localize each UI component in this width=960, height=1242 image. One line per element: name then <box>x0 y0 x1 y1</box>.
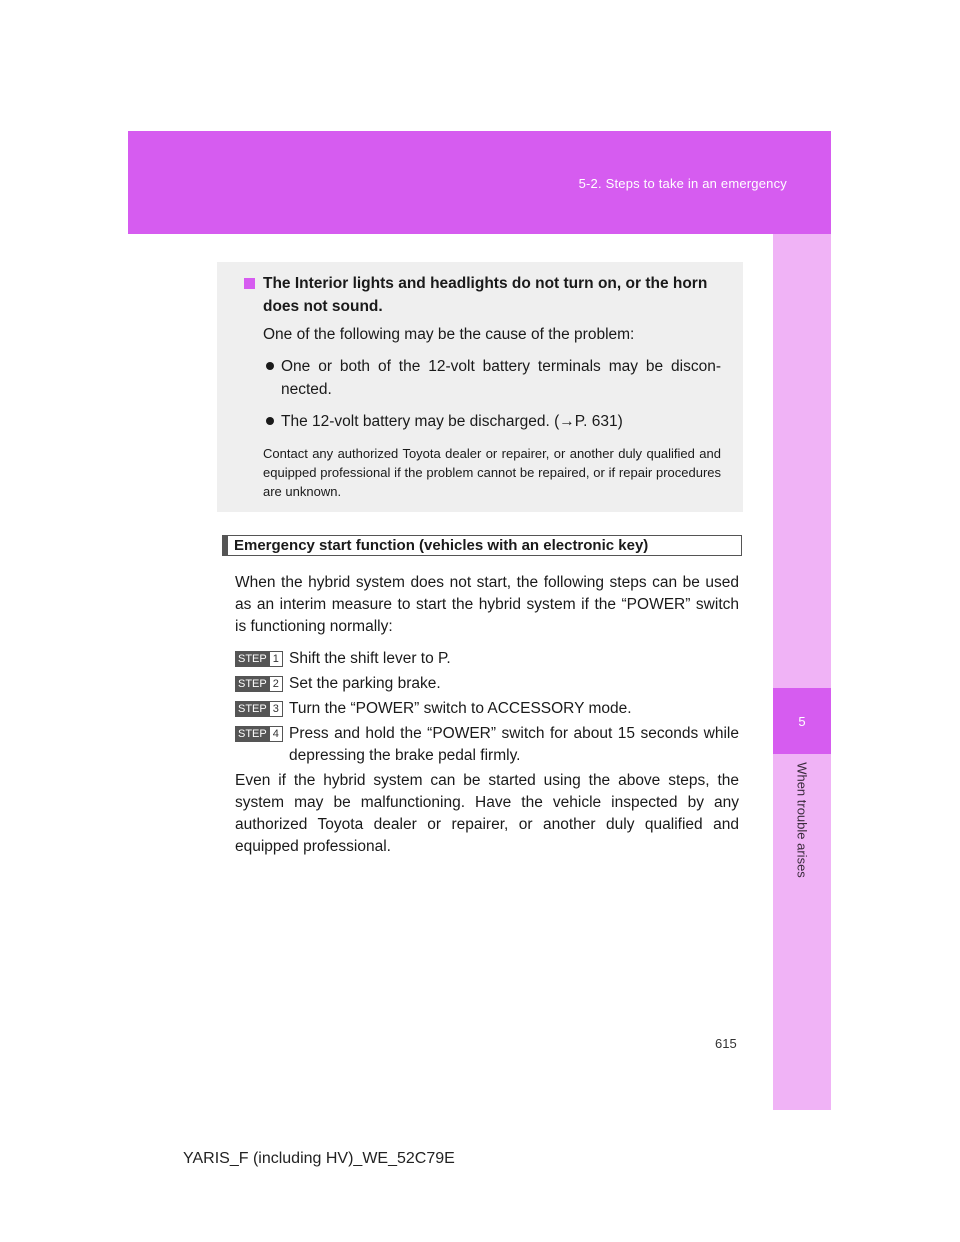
section-heading: Emergency start function (vehicles with an electronic key) <box>222 535 742 556</box>
footer-doc-id: YARIS_F (including HV)_WE_52C79E <box>183 1150 455 1167</box>
info-title: The Interior lights and headlights do not turn on, or the horn does not sound. <box>263 275 708 315</box>
step-badge <box>235 651 285 667</box>
bullet-item <box>281 410 721 433</box>
bullet-dot-icon <box>266 417 274 425</box>
step-badge <box>235 701 285 717</box>
bullet-dot-icon <box>266 362 274 370</box>
bullet-text: One or both of the 12-volt battery terminals may be discon- nected. <box>281 358 721 398</box>
step-text: Set the parking brake. <box>289 675 441 692</box>
info-title-row <box>244 272 721 318</box>
intro-paragraph: When the hybrid system does not start, the following steps can be used as an interim measure to start the hybrid system if the “POWER” switch is functioning normally: <box>235 574 739 635</box>
step-word: STEP <box>235 726 270 742</box>
bullet-text: The 12-volt battery may be discharged. (→P. 631) <box>281 413 623 430</box>
chapter-number: 5 <box>798 713 806 729</box>
info-note: Contact any authorized Toyota dealer or repairer, or another duly qualified and equipped professional if the problem cannot be repaired, or if repair procedures are unknown. <box>263 446 721 499</box>
step-number: 1 <box>270 651 283 667</box>
chapter-label: When trouble arises <box>794 762 810 878</box>
step-number: 3 <box>270 701 283 717</box>
step-row <box>235 673 739 695</box>
step-word: STEP <box>235 676 270 692</box>
bullet-item <box>281 355 721 401</box>
step-row <box>235 648 739 670</box>
step-badge <box>235 676 285 692</box>
page-number: 615 <box>715 1036 737 1051</box>
info-box <box>217 262 743 512</box>
header-band <box>128 131 831 234</box>
step-number: 2 <box>270 676 283 692</box>
closing-paragraph: Even if the hybrid system can be started using the above steps, the system may be malfunctioning. Have the vehicle inspected by any authorized Toyota dealer or repairer, or another duly qualified and equipped professional. <box>235 772 739 855</box>
step-badge <box>235 726 285 742</box>
info-subtitle: One of the following may be the cause of the problem: <box>263 326 635 343</box>
square-bullet-icon <box>244 278 255 289</box>
step-row <box>235 698 739 720</box>
step-text: Turn the “POWER” switch to ACCESSORY mode. <box>289 700 632 717</box>
step-number: 4 <box>270 726 283 742</box>
side-tab <box>773 234 831 1110</box>
step-row <box>235 723 739 767</box>
step-text: Press and hold the “POWER” switch for about 15 seconds while depressing the brake pedal firmly. <box>289 725 739 764</box>
section-breadcrumb: 5-2. Steps to take in an emergency <box>578 176 787 191</box>
step-text: Shift the shift lever to P. <box>289 650 451 667</box>
step-word: STEP <box>235 651 270 667</box>
step-word: STEP <box>235 701 270 717</box>
chapter-number-tab <box>773 688 831 754</box>
